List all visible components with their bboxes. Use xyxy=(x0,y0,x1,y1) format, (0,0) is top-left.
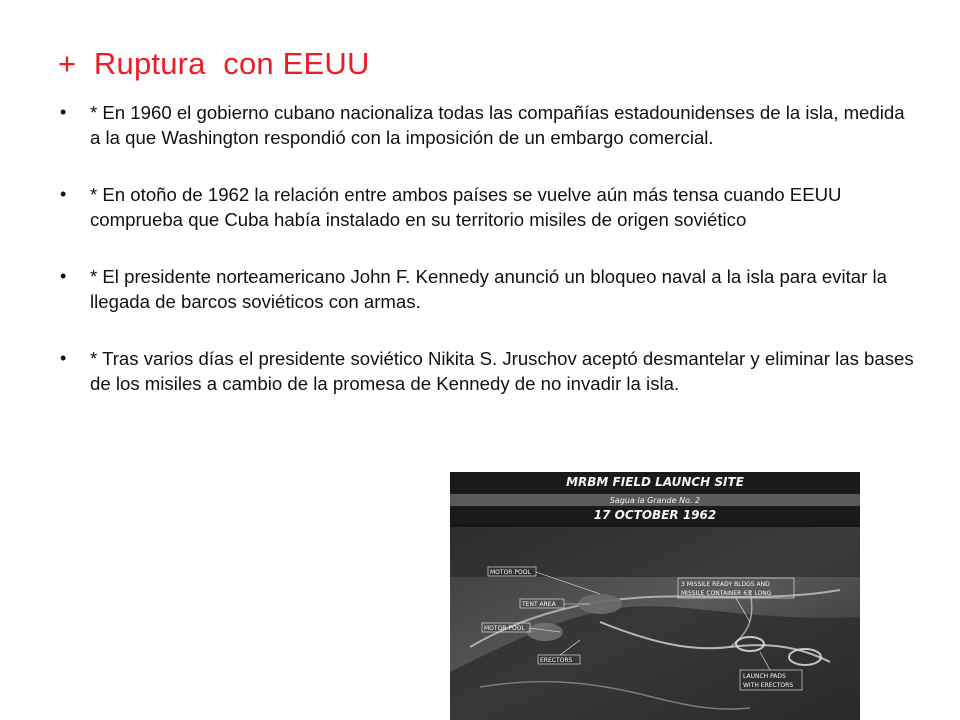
label-tent-area: TENT AREA xyxy=(522,601,556,608)
label-missile-bldgs-line2: MISSILE CONTAINER 63' LONG xyxy=(681,590,772,597)
bullet-text: * En otoño de 1962 la relación entre ambos países se vuelve aún más tensa cuando EEUU comprueba que Cuba había instalado en su territorio misiles de origen soviético xyxy=(90,184,842,230)
bullet-icon: • xyxy=(60,102,67,122)
photo-heading: MRBM FIELD LAUNCH SITE xyxy=(566,475,744,489)
aerial-image xyxy=(450,527,860,720)
bullet-item xyxy=(58,264,914,314)
bullet-text: * El presidente norteamericano John F. Kennedy anunció un bloqueo naval a la isla para evitar la llegada de barcos soviéticos con armas. xyxy=(90,266,887,312)
bullet-icon: • xyxy=(60,266,67,286)
label-erectors: ERECTORS xyxy=(540,657,573,664)
reconnaissance-photo xyxy=(450,472,860,720)
label-missile-bldgs-line1: 3 MISSILE READY BLDGS AND xyxy=(681,581,770,588)
label-motor-pool-2: MOTOR POOL xyxy=(484,625,525,632)
bullet-icon: • xyxy=(60,184,67,204)
bullet-item xyxy=(58,346,914,396)
bullet-item xyxy=(58,100,914,150)
bullet-icon: • xyxy=(60,348,67,368)
slide-title: + Ruptura con EEUU xyxy=(58,46,370,81)
bullet-text: * En 1960 el gobierno cubano nacionaliza todas las compañías estadounidenses de la isla, medida a la que Washington respondió con la imposición de un embargo comercial. xyxy=(90,102,905,148)
bullet-text: * Tras varios días el presidente soviético Nikita S. Jruschov aceptó desmantelar y eliminar las bases de los misiles a cambio de la promesa de Kennedy de no invadir la isla. xyxy=(90,348,914,394)
label-launch-pads-line2: WITH ERECTORS xyxy=(743,682,794,689)
label-launch-pads-line1: LAUNCH PADS xyxy=(743,673,786,680)
photo-subheading: Sagua la Grande No. 2 xyxy=(609,496,701,505)
photo-date: 17 OCTOBER 1962 xyxy=(593,508,717,522)
label-motor-pool-1: MOTOR POOL xyxy=(490,569,531,576)
bullet-item xyxy=(58,182,914,232)
bullet-list xyxy=(58,100,914,396)
